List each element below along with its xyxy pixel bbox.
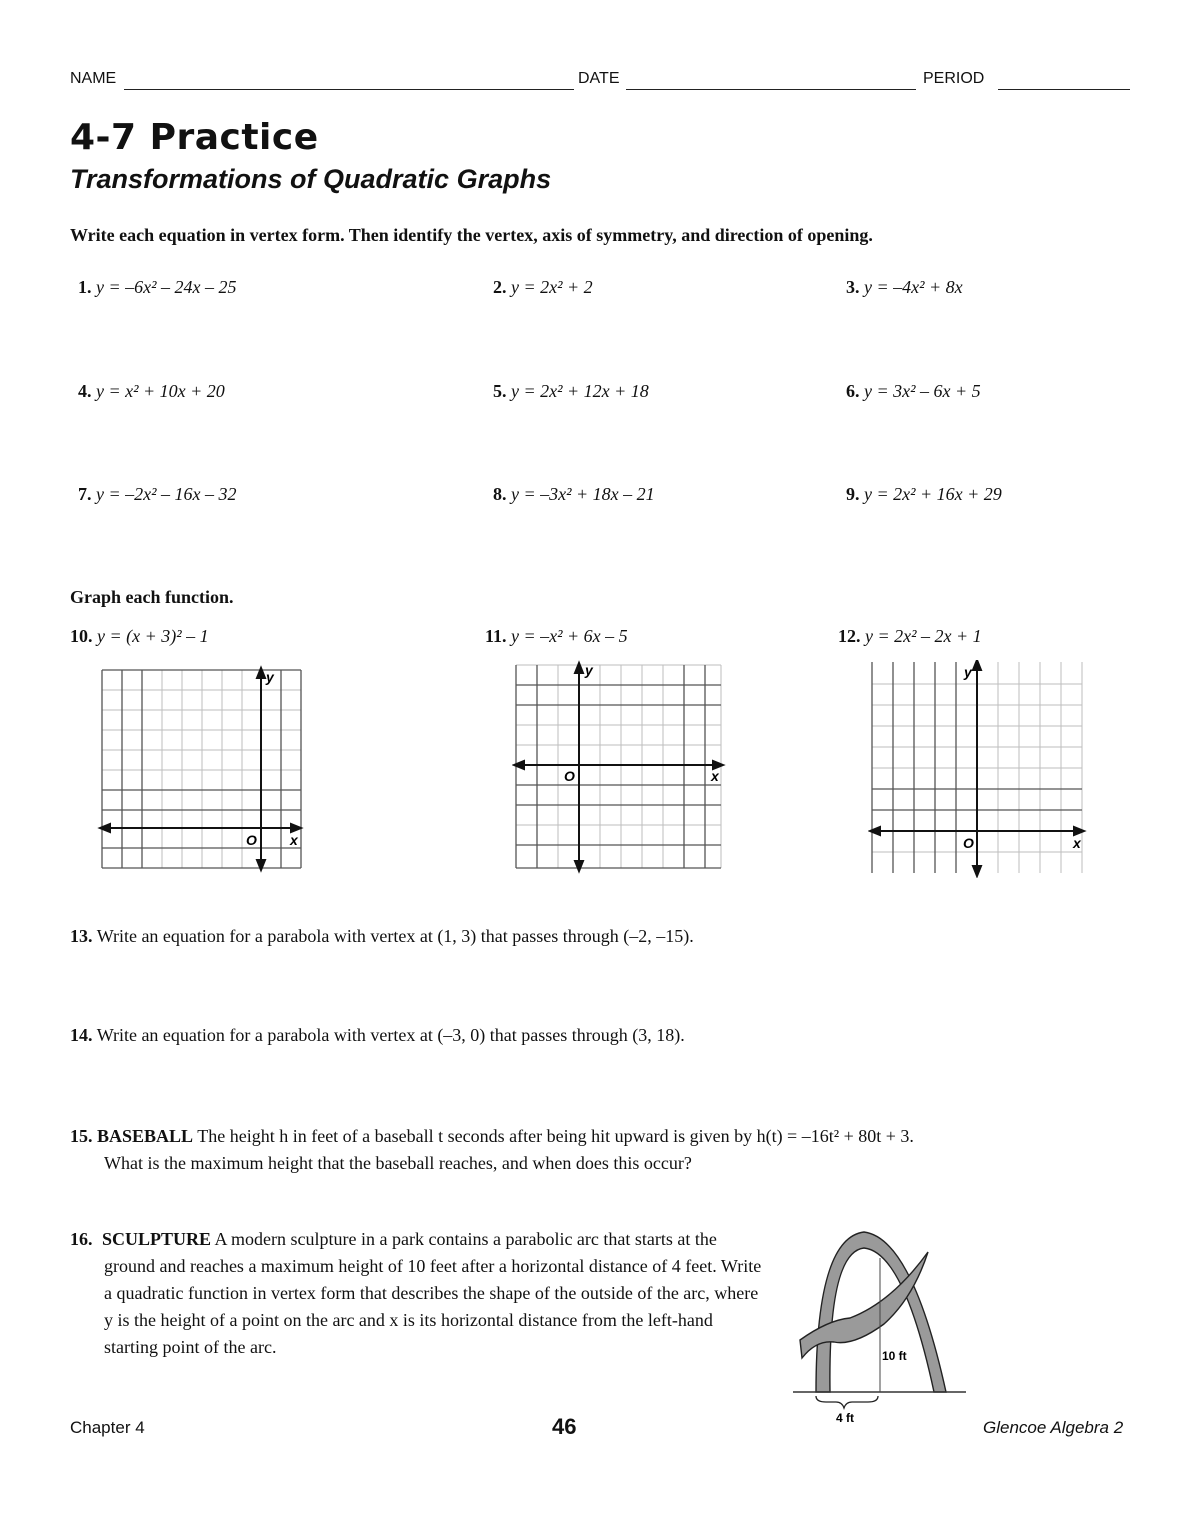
problem-number: 16. (70, 1229, 93, 1249)
section-directions-vertex-form: Write each equation in vertex form. Then identify the vertex, axis of symmetry, and direction of opening. (70, 225, 873, 245)
section-directions-graph: Graph each function. (70, 587, 234, 607)
problem-6 (846, 381, 981, 402)
problem-equation: y = 3x² – 6x + 5 (864, 381, 981, 401)
height-label: 10 ft (882, 1349, 907, 1363)
graph-grid-10[interactable] (95, 662, 310, 874)
problem-5 (493, 381, 649, 402)
period-label: PERIOD (923, 70, 985, 87)
problem-12 (838, 626, 982, 647)
problem-equation: y = x² + 10x + 20 (96, 381, 225, 401)
problem-equation: y = –6x² – 24x – 25 (96, 277, 237, 297)
problem-16 (104, 1226, 764, 1361)
page-title: 4-7 Practice (70, 117, 319, 158)
problem-16-number (70, 1226, 102, 1253)
x-axis-label: x (1073, 835, 1081, 851)
date-label: DATE (578, 70, 620, 87)
graph-grid-12[interactable] (868, 660, 1088, 878)
y-axis-label: y (585, 662, 593, 678)
problem-equation: y = 2x² + 2 (511, 277, 593, 297)
problem-15-line-2: What is the maximum height that the baseball reaches, and when does this occur? (104, 1153, 692, 1173)
period-blank[interactable] (998, 89, 1130, 90)
problem-number: 15. (70, 1126, 93, 1146)
problem-number: 14. (70, 1025, 93, 1045)
footer-chapter: Chapter 4 (70, 1418, 145, 1437)
problem-text: Write an equation for a parabola with vertex at (1, 3) that passes through (–2, –15). (96, 926, 694, 946)
problem-13 (70, 926, 694, 947)
problem-number: 5. (493, 381, 507, 401)
problem-text: Write an equation for a parabola with vertex at (–3, 0) that passes through (3, 18). (96, 1025, 685, 1045)
problem-equation: y = (x + 3)² – 1 (97, 626, 209, 646)
problem-equation: y = 2x² + 12x + 18 (511, 381, 649, 401)
footer-page-number: 46 (552, 1414, 577, 1439)
problem-number: 7. (78, 484, 92, 504)
sculpture-arch-illustration (788, 1220, 973, 1430)
problem-equation: y = –x² + 6x – 5 (511, 626, 628, 646)
problem-2 (493, 277, 593, 298)
y-axis-label: y (266, 669, 274, 685)
problem-number: 2. (493, 277, 507, 297)
problem-10 (70, 626, 209, 647)
problem-number: 12. (838, 626, 861, 646)
width-label: 4 ft (836, 1411, 854, 1425)
origin-label: O (963, 835, 974, 851)
y-axis-label: y (964, 664, 972, 680)
problem-heading: SCULPTURE (102, 1229, 212, 1249)
problem-number: 8. (493, 484, 507, 504)
date-blank[interactable] (626, 89, 916, 90)
problem-equation: y = –3x² + 18x – 21 (511, 484, 655, 504)
origin-label: O (564, 768, 575, 784)
problem-number: 11. (485, 626, 507, 646)
problem-text: A modern sculpture in a park contains a parabolic arc that starts at the ground and reaches a maximum height of 10 feet after a horizontal distance of 4 feet. Write a quadratic function in vertex form that describes the shape of the outside of the arc, where y is the height of a point on the arc and x is its horizontal distance from the left-hand starting point of the arc. (104, 1229, 762, 1357)
worksheet-header (70, 70, 1130, 94)
problem-number: 1. (78, 277, 92, 297)
problem-number: 4. (78, 381, 92, 401)
problem-14 (70, 1025, 685, 1046)
problem-heading: BASEBALL (97, 1126, 194, 1146)
problem-4 (78, 381, 225, 402)
problem-number: 10. (70, 626, 93, 646)
problem-equation: y = –2x² – 16x – 32 (96, 484, 237, 504)
problem-7 (78, 484, 237, 505)
problem-3 (846, 277, 963, 298)
problem-text: The height h in feet of a baseball t seconds after being hit upward is given by h(t) = –16t² + 80t + 3. (197, 1126, 914, 1146)
problem-equation: y = 2x² – 2x + 1 (865, 626, 982, 646)
name-label: NAME (70, 70, 117, 87)
x-axis-label: x (290, 832, 298, 848)
page-subtitle: Transformations of Quadratic Graphs (70, 164, 552, 194)
problem-8 (493, 484, 655, 505)
problem-9 (846, 484, 1002, 505)
problem-equation: y = 2x² + 16x + 29 (864, 484, 1002, 504)
problem-15 (70, 1126, 914, 1147)
name-blank[interactable] (124, 89, 574, 90)
problem-number: 3. (846, 277, 860, 297)
problem-11 (485, 626, 628, 647)
problem-number: 6. (846, 381, 860, 401)
problem-1 (78, 277, 237, 298)
x-axis-label: x (711, 768, 719, 784)
origin-label: O (246, 832, 257, 848)
problem-number: 9. (846, 484, 860, 504)
problem-number: 13. (70, 926, 93, 946)
graph-grid-11[interactable] (512, 660, 727, 875)
problem-equation: y = –4x² + 8x (864, 277, 963, 297)
footer-book-title: Glencoe Algebra 2 (983, 1418, 1124, 1437)
